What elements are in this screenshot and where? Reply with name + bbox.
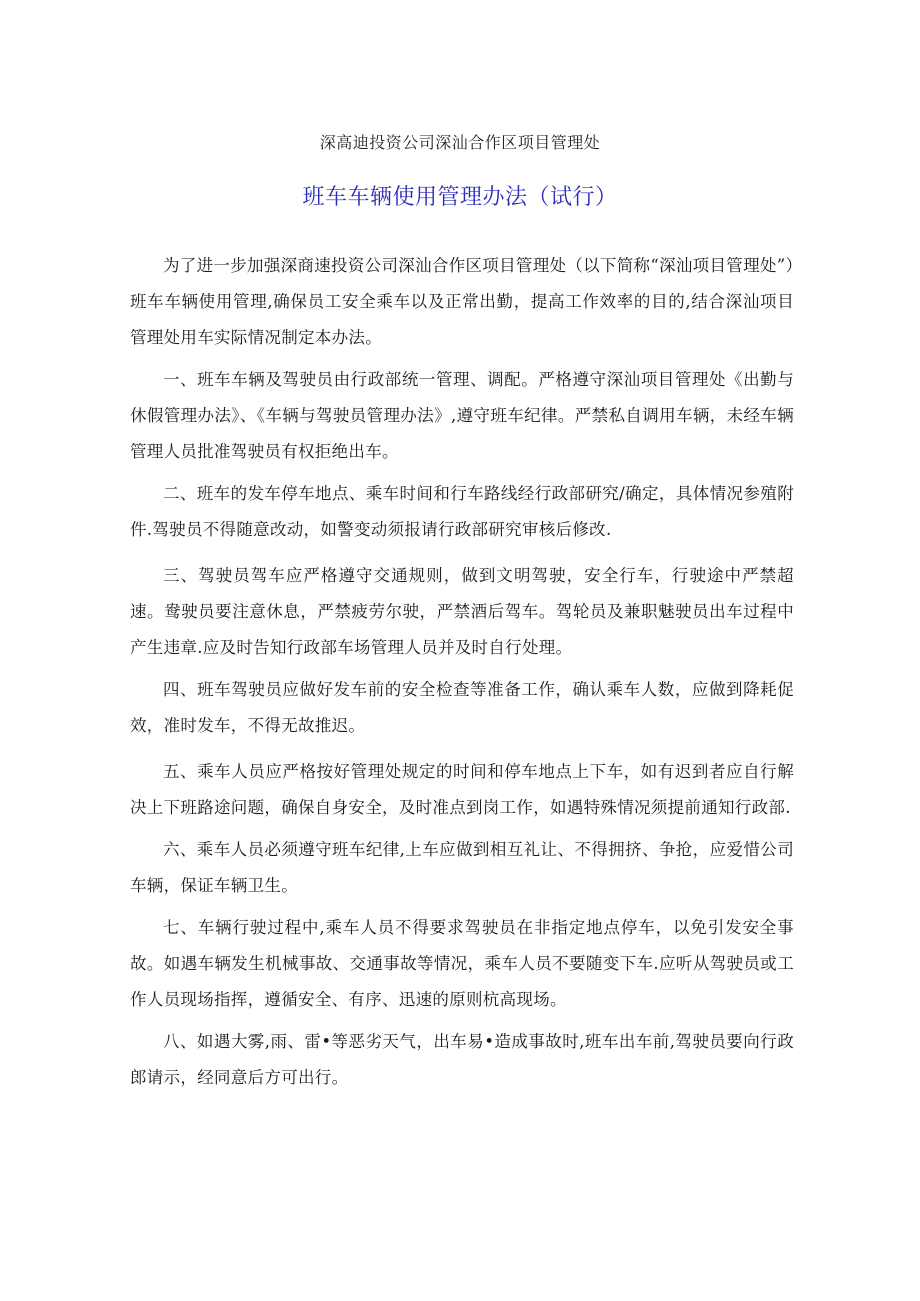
paragraph-1: 一、班车车辆及驾驶员由行政部统一管理、调配。严格遵守深汕项目管理处《出勤与休假管理办法》、《车辆与驾驶员管理办法》,遵守班车纪律。严禁私自调用车辆，未经车辆管理人员批准驾驶员有权拒绝出车。 — [130, 370, 794, 461]
paragraph-intro: 为了进一步加强深商速投资公司深汕合作区项目管理处（以下简称“深汕项目管理处”）班车车辆使用管理,确保员工安全乘车以及正常出勤，提高工作效率的目的,结合深汕项目管理处用车实际情况制定本办法。 — [130, 256, 794, 347]
paragraph-2: 二、班车的发车停车地点、乘车时间和行车路线经行政部研究/确定，具体情况参殖附件.驾驶员不得随意改动，如警变动须报请行政部研究审核后修改. — [130, 484, 794, 539]
paragraph-4: 四、班车驾驶员应做好发车前的安全检查等准备工作，确认乘车人数，应做到降耗促效，准时发车，不得无故推迟。 — [130, 680, 794, 735]
paragraph-7: 七、车辆行驶过程中,乘车人员不得要求驾驶员在非指定地点停车，以免引发安全事故。如遇车辆发生机械事故、交通事故等情况，乘车人员不要随变下车.应听从驾驶员或工作人员现场指挥，遵循安全、有序、迅速的原则杭高现场。 — [130, 918, 794, 1009]
paragraph-6: 六、乘车人员必须遵守班车纪律,上车应做到相互礼让、不得拥挤、争抢，应爱惜公司车辆，保证车辆卫生。 — [130, 840, 794, 895]
paragraph-3: 三、驾驶员驾车应严格遵守交通规则，做到文明驾驶，安全行车，行驶途中严禁超速。鸯驶员要注意休息，严禁疲劳尔驶，严禁酒后驾车。驾轮员及兼职魅驶员出车过程中产生违章.应及时告知行政部车场管理人员并及时自行处理。 — [130, 566, 794, 657]
document-body — [130, 248, 794, 1102]
paragraph-8: 八、如遇大雾,雨、雷•等恶劣天气，出车易•造成事故时,班车出车前,驾驶员要向行政郎请示，经同意后方可出行。 — [130, 1032, 794, 1087]
organization-name: 深高迪投资公司深汕合作区项目管理处 — [319, 133, 601, 152]
paragraph-5: 五、乘车人员应严格按好管理处规定的时间和停车地点上下车，如有迟到者应自行解决上下班路途问题，确保自身安全，及时准点到岗工作，如遇特殊情况须提前通知行政部. — [130, 762, 794, 817]
document-title: 班车车辆使用管理办法（试行） — [302, 185, 618, 210]
